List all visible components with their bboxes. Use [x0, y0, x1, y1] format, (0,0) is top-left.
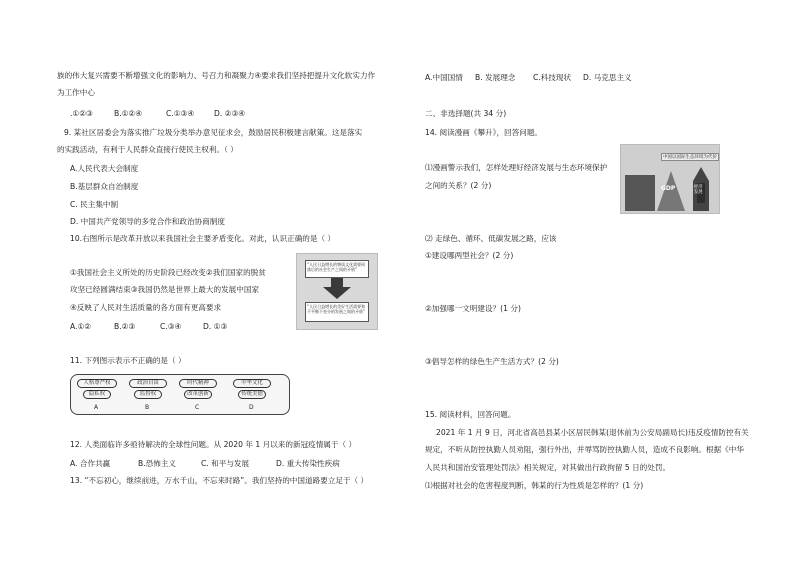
q9-option-a: A.人民代表大会制度 [70, 164, 139, 173]
q10-option-d: D. ①③ [203, 322, 228, 331]
q15-material-line3: 人民共和国治安管理处罚法》相关规定，对其做出行政拘留 5 日的处罚。 [425, 463, 671, 472]
q12-option-b: B.恐怖主义 [138, 459, 176, 468]
q10-option-a: A.①② [70, 322, 92, 331]
q13-option-a: A.中国国情 [425, 73, 463, 82]
q14-part2-sub3: ③倡导怎样的绿色生产生活方式？(2 分) [425, 357, 559, 366]
q14-part2-stem: ⑵ 走绿色、循环、低碳发展之路，应该 [425, 234, 557, 243]
q9-stem-line-1: 9. 某社区居委会为落实推广垃圾分类举办意见征求会，鼓励居民积极建言献策。这是落实 [64, 128, 363, 137]
section-2-heading: 二、非选择题(共 34 分) [425, 109, 507, 118]
q14-part1-line2: 之间的关系？(2 分) [425, 181, 492, 190]
q15-part1: ⑴根据对社会的危害程度判断，韩某的行为性质是怎样的？(1 分) [425, 481, 644, 490]
q15-material-line1: 2021 年 1 月 9 日，河北省高邑县某小区居民韩某(退休前为公安局副局长)违反疫情防控有关 [436, 428, 749, 437]
intro-line-2: 为工作中心 [57, 88, 95, 97]
q14-part1-line1: ⑴漫画警示我们，怎样处理好经济发展与生态环境保护 [425, 163, 608, 172]
q13-option-c: C.科技现状 [533, 73, 572, 82]
q11-b-top: 政治自由 [129, 379, 167, 388]
q10-figure [296, 253, 378, 330]
q11-a-bottom: 隐私权 [83, 390, 111, 399]
q11-d-bottom: 传统美德 [238, 390, 266, 399]
q10-statement-3: ④反映了人民对生活质量的各方面有更高要求 [70, 303, 222, 312]
q11-c-bottom: 改革创新 [184, 390, 212, 399]
q11-stem: 11. 下列图示表示不正确的是（ ） [70, 356, 186, 365]
q8-option-c: C.①③④ [166, 109, 195, 118]
q15-material-line2: 规定，不听从防控执勤人员劝阻，强行外出，并辱骂防控执勤人员，造成不良影响。根据《中华 [425, 445, 744, 454]
q12-option-d: D. 重大传染性疾病 [276, 459, 340, 468]
q11-d-top: 中华文化 [233, 379, 271, 388]
q10-figure-bottom-box [305, 302, 369, 322]
q14-part2-sub1: ①建设哪两型社会？(2 分) [425, 251, 514, 260]
q11-d-letter: D [249, 404, 254, 411]
q10-stem: 10.右图所示是改革开放以来我国社会主要矛盾变化。对此，认识正确的是（ ） [70, 234, 336, 243]
q10-figure-bottom-text: “人民日益增长的美好生活需要和不平衡不充分的发展之间的矛盾” [307, 304, 366, 314]
q8-option-b: B.①②④ [114, 109, 143, 118]
cartoon-illustration [621, 145, 719, 213]
q10-figure-top-text: “人民日益增长的物质文化需要同落后的社会生产之间的矛盾” [307, 262, 366, 272]
q8-option-d: D. ②③④ [214, 109, 246, 118]
q13-stem: 13. “不忘初心，继续前进，万水千山，不忘来时路”。我们坚持的中国道路要立足于（ ） [70, 476, 369, 485]
q11-c-top: 时代精神 [179, 379, 217, 388]
q9-stem-line-2: 的实践活动，有利于人民群众直接行使民主权利。（ ） [57, 145, 238, 154]
q10-statement-1: ①我国社会主义所处的历史阶段已经改变②我们国家的脱贫 [70, 268, 266, 277]
q9-option-b: B.基层群众自治制度 [70, 182, 139, 191]
q12-option-c: C. 和平与发展 [201, 459, 250, 468]
q11-a-letter: A [94, 404, 99, 411]
q9-option-c: C. 民主集中制 [70, 200, 119, 209]
q11-diagram [70, 374, 290, 415]
down-arrow-icon [297, 278, 377, 300]
q11-a-top: 人格尊严权 [77, 379, 117, 388]
cartoon-label-economy: 经济发展 [694, 185, 703, 195]
intro-line-1: 族的伟大复兴需要不断增强文化的影响力、号召力和凝聚力④要求我们坚持把提升文化软实力作 [57, 71, 376, 80]
q12-stem: 12. 人类面临许多亟待解决的全球性问题。从 2020 年 1 月以来的新冠疫情属于（ ） [70, 440, 357, 449]
q13-option-b: B. 发展理念 [475, 73, 516, 82]
q11-b-letter: B [145, 404, 150, 411]
cartoon-label-gdp: GDP [661, 185, 676, 192]
q14-cartoon [620, 144, 720, 214]
q8-option-a: .①②③ [70, 109, 93, 118]
q9-option-d: D. 中国共产党领导的多党合作和政治协商制度 [70, 217, 225, 226]
q11-c-letter: C [195, 404, 200, 411]
q10-option-b: B.②③ [114, 322, 136, 331]
q14-stem: 14. 阅读漫画《攀升》，回答问题。 [425, 128, 543, 137]
q10-statement-2: 攻坚已经圆满结束③我国仍然是世界上最大的发展中国家 [70, 285, 260, 294]
q10-figure-top-box [305, 260, 369, 278]
q12-option-a: A. 合作共赢 [70, 459, 111, 468]
cartoon-caption: 中国以国际生态环境为代价 [663, 155, 717, 160]
q14-part2-sub2: ②加强哪一文明建设？(1 分) [425, 304, 521, 313]
q11-b-bottom: 监督权 [134, 390, 162, 399]
q15-stem: 15. 阅读材料，回答问题。 [425, 410, 516, 419]
q10-option-c: C.③④ [160, 322, 182, 331]
q13-option-d: D. 马克思主义 [583, 73, 632, 82]
